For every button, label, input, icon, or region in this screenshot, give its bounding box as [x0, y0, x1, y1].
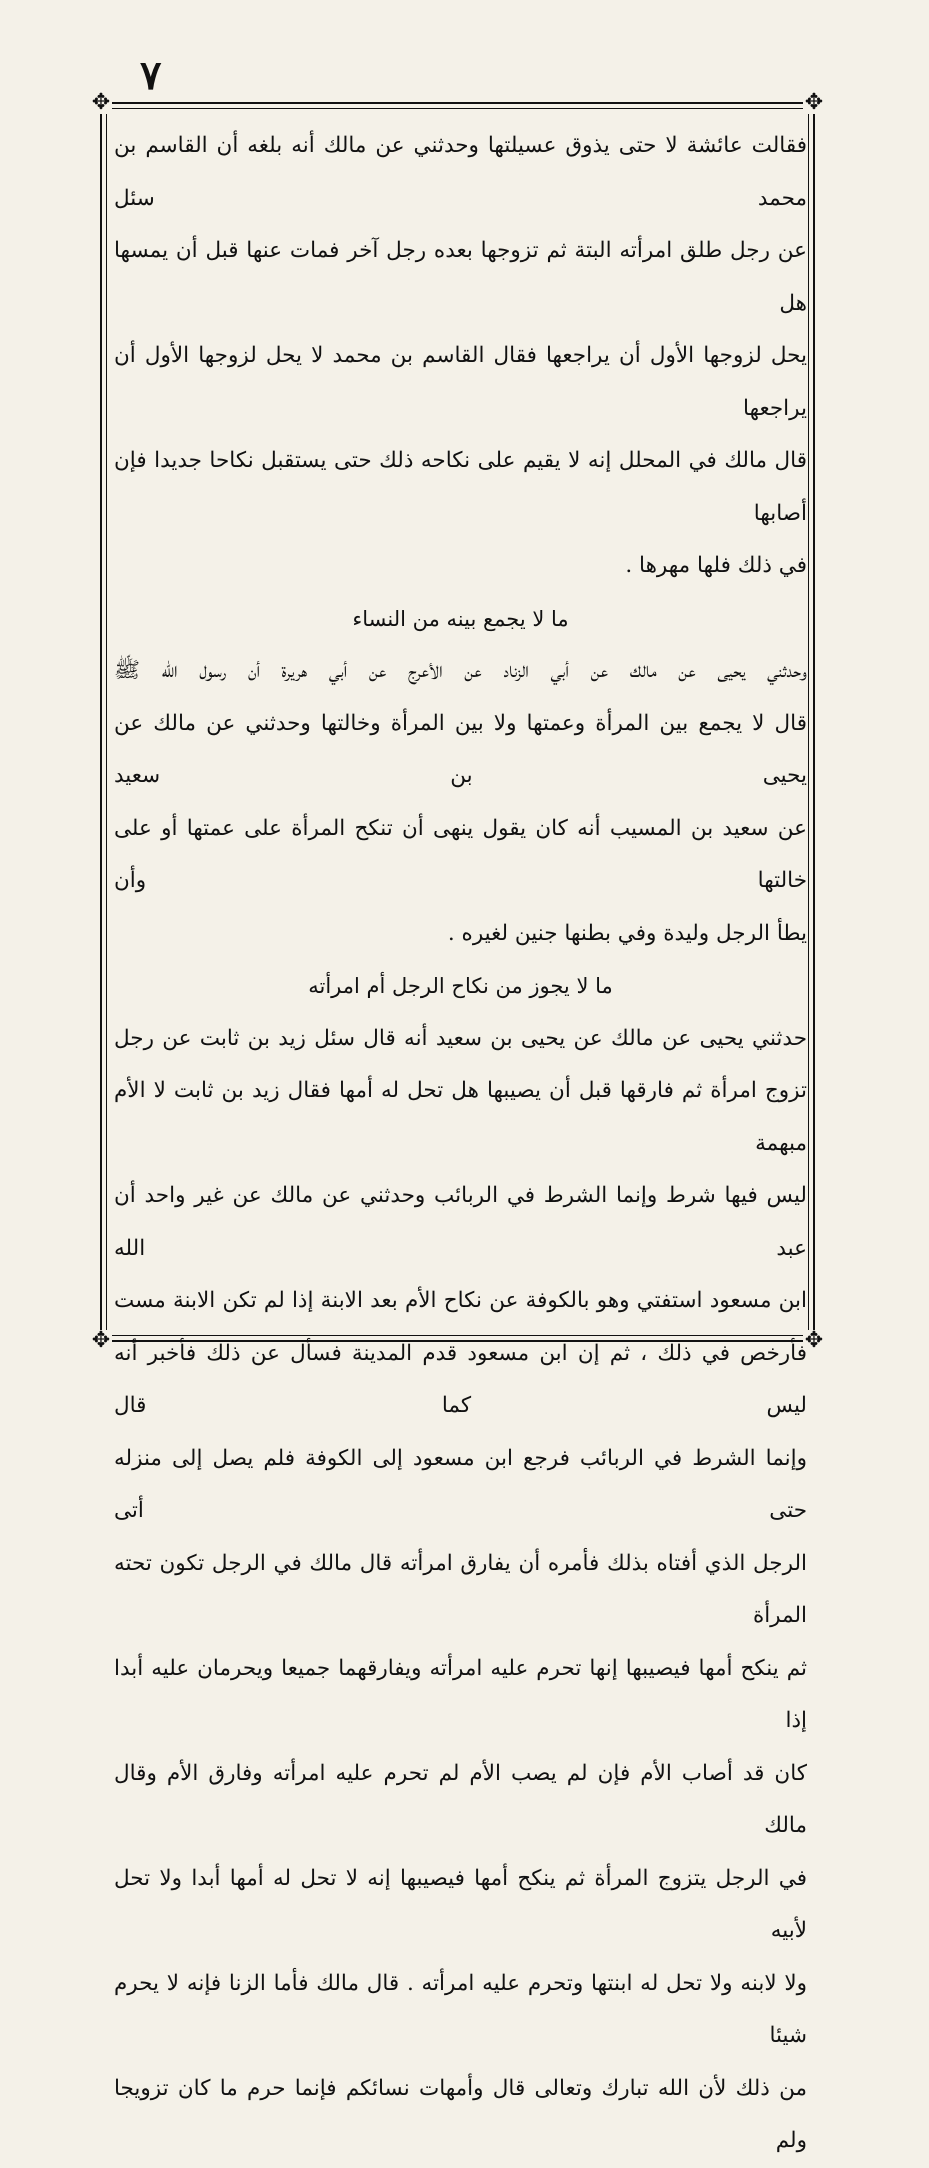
text-line: عن رجل طلق امرأته البتة ثم تزوجها بعده رجل آخر فمات عنها قبل أن يمسها هل	[114, 238, 807, 316]
text-line: كان قد أصاب الأم فإن لم يصب الأم لم تحرم عليه امرأته وفارق الأم وقال مالك	[114, 1760, 807, 1838]
text-line: قال مالك في المحلل إنه لا يقيم على نكاحه ذلك حتى يستقبل نكاحا جديدا فإن أصابها	[114, 448, 807, 526]
text-line: من ذلك لأن الله تبارك وتعالى قال وأمهات نسائكم فإنما حرم ما كان تزويجا ولم	[114, 2075, 807, 2153]
corner-ornament-icon: ✥	[804, 1328, 824, 1353]
text-line: وإنما الشرط في الربائب فرجع ابن مسعود إلى الكوفة فلم يصل إلى منزله حتى أتى	[114, 1445, 807, 1523]
text-line: وحدثني يحيى عن مالك عن أبي الزناد عن الأعرج عن أبي هريرة أن رسول الله ﷺ	[114, 658, 807, 683]
page-number: ٧	[140, 52, 162, 99]
text-line: عن سعيد بن المسيب أنه كان يقول ينهى أن تنكح المرأة على عمتها أو على خالتها وأن	[114, 815, 807, 893]
corner-ornament-icon: ✥	[804, 90, 824, 115]
text-line: قال لا يجمع بين المرأة وعمتها ولا بين المرأة وخالتها وحدثني عن مالك عن يحيى بن سعيد	[114, 710, 807, 788]
section-heading: ما لا يجوز من نكاح الرجل أم امرأته	[308, 974, 613, 998]
page-frame	[90, 90, 825, 2153]
text-line: يحل لزوجها الأول أن يراجعها فقال القاسم بن محمد لا يحل لزوجها الأول أن يراجعها	[114, 343, 807, 421]
text-line: ليس فيها شرط وإنما الشرط في الربائب وحدثني عن مالك عن غير واحد أن عبد الله	[114, 1183, 807, 1261]
text-line: في الرجل يتزوج المرأة ثم ينكح أمها فيصيبها إنه لا تحل له أمها أبدا ولا تحل لأبيه	[114, 1865, 807, 1943]
section-heading: ما لا يجمع بينه من النساء	[352, 606, 569, 631]
text-line: تزوج امرأة ثم فارقها قبل أن يصيبها هل تحل له أمها فقال زيد بن ثابت لا الأم مبهمة	[114, 1078, 807, 1156]
text-line: ولا لابنه ولا تحل له ابنتها وتحرم عليه امرأته . قال مالك فأما الزنا فإنه لا يحرم شيئا	[114, 1970, 807, 2048]
text-line: حدثني يحيى عن مالك عن يحيى بن سعيد أنه قال سئل زيد بن ثابت عن رجل	[114, 1025, 807, 1051]
corner-ornament-icon: ✥	[91, 1328, 111, 1353]
arabic-text-body	[114, 120, 807, 2153]
text-line: فأرخص في ذلك ، ثم إن ابن مسعود قدم المدينة فسأل عن ذلك فأخبر أنه ليس كما قال	[114, 1340, 807, 1418]
text-line: يطأ الرجل وليدة وفي بطنها جنين لغيره .	[447, 920, 807, 946]
text-line: فقالت عائشة لا حتى يذوق عسيلتها وحدثني عن مالك أنه بلغه أن القاسم بن محمد سئل	[114, 133, 807, 211]
text-line: الرجل الذي أفتاه بذلك فأمره أن يفارق امرأته قال مالك في الرجل تكون تحته المرأة	[114, 1550, 807, 1628]
corner-ornament-icon: ✥	[91, 90, 111, 115]
text-line: ثم ينكح أمها فيصيبها إنها تحرم عليه امرأته ويفارقهما جميعا ويحرمان عليه أبدا إذا	[114, 1655, 807, 1733]
text-line: ابن مسعود استفتي وهو بالكوفة عن نكاح الأم بعد الابنة إذا لم تكن الابنة مست	[114, 1288, 807, 1313]
text-line: في ذلك فلها مهرها .	[625, 553, 807, 578]
